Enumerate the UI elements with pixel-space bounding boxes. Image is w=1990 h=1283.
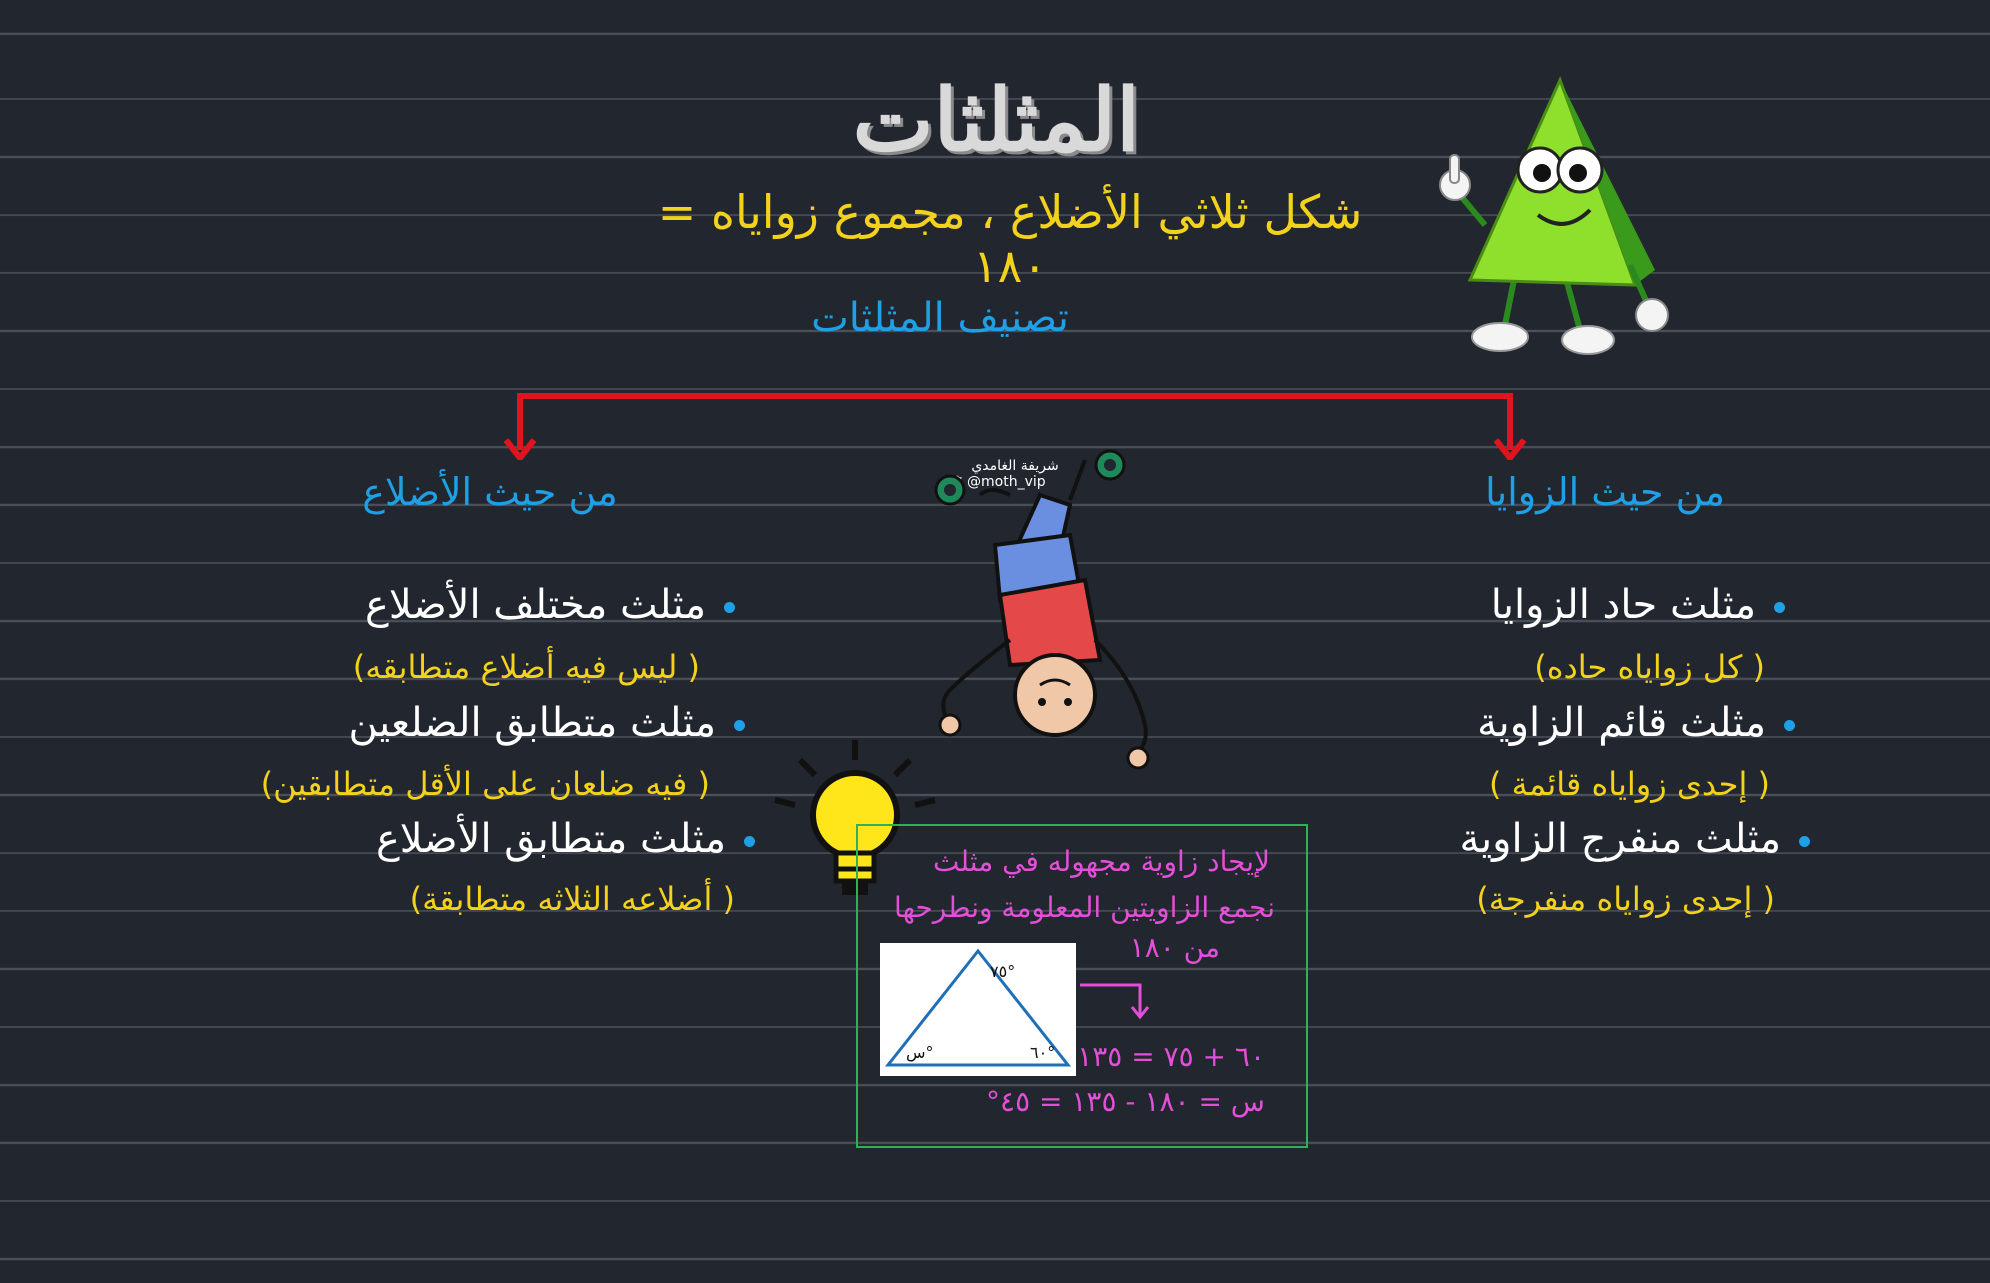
angles-note-1: ( كل زواياه حاده) [1534,648,1765,686]
watermark-name: شريفة الغامدي [971,458,1059,474]
bullet-icon [724,602,735,613]
sides-note-1: ( ليس فيه أضلاع متطابقه) [352,648,700,686]
angles-item-1: مثلث حاد الزوايا [1491,582,1785,628]
angle-top-label: ٧٥° [990,962,1016,981]
angle-left-label: س° [906,1043,934,1062]
tip-line-2: نجمع الزاويتين المعلومة ونطرحها [894,891,1275,924]
sides-item-3: مثلث متطابق الأضلاع [376,816,755,862]
angles-branch-title: من حيث الزوايا [1485,470,1725,514]
watermark-handle: @moth_vip [967,474,1046,490]
sides-branch-title: من حيث الأضلاع [362,470,618,514]
equation-1: ٦٠ + ٧٥ = ١٣٥ [1077,1040,1265,1073]
bullet-icon [1784,720,1795,731]
equation-2: س = ١٨٠ - ١٣٥ = ٤٥° [986,1085,1265,1118]
tip-line-3: من ١٨٠ [1129,931,1220,964]
triangle-mascot-icon [1430,75,1680,365]
tip-line-1: لإيجاد زاوية مجهوله في مثلث [933,845,1270,878]
bullet-icon [1774,602,1785,613]
page-title: المثلثات [852,70,1140,171]
arrow-right-down-icon [1080,980,1150,1020]
angles-note-2: ( إحدى زواياه قائمة ) [1489,765,1770,803]
bullet-icon [734,720,745,731]
angles-item-3: مثلث منفرج الزاوية [1460,816,1810,862]
bullet-icon [1799,836,1810,847]
sides-item-1: مثلث مختلف الأضلاع [365,582,735,628]
angles-item-2: مثلث قائم الزاوية [1477,700,1795,746]
angle-right-label: ٦٠° [1030,1043,1056,1062]
sides-item-2: مثلث متطابق الضلعين [349,700,745,746]
angles-note-3: ( إحدى زواياه منفرجة) [1476,880,1775,918]
acrobat-boy-icon [920,440,1180,780]
definition-text: شكل ثلاثي الأضلاع ، مجموع زواياه = ١٨٠ [657,185,1363,293]
sides-note-3: ( أضلاعه الثلاثه متطابقة) [409,880,735,918]
classification-title: تصنيف المثلثات [811,295,1069,341]
sides-note-2: ( فيه ضلعان على الأقل متطابقين) [260,765,710,803]
bullet-icon [744,836,755,847]
